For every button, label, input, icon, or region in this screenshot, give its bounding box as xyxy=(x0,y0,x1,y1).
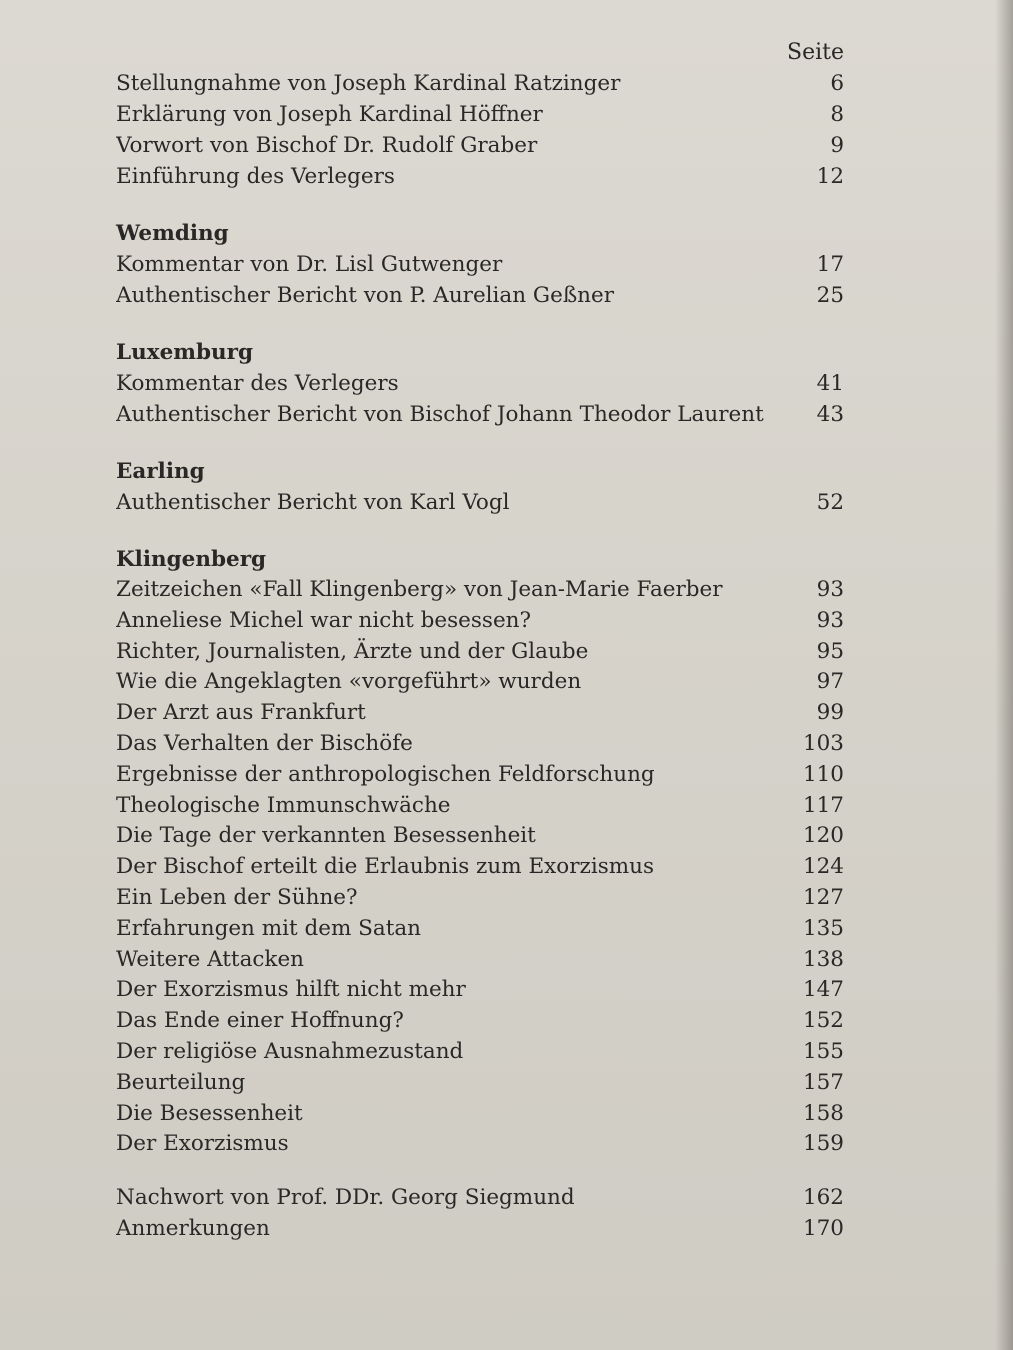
section-spacer xyxy=(116,192,846,218)
table-of-contents xyxy=(116,38,846,1244)
toc-entry xyxy=(116,1129,846,1160)
toc-entry-title: Theologische Immunschwäche xyxy=(116,792,451,818)
toc-entry xyxy=(116,280,846,311)
toc-entry-page: 158 xyxy=(802,1100,844,1126)
section-heading: Klingenberg xyxy=(116,547,267,572)
toc-entry-title: Einführung des Verlegers xyxy=(116,164,395,189)
toc-entry xyxy=(116,1099,846,1130)
section-spacer xyxy=(116,518,846,544)
toc-entry-title: Die Tage der verkannten Besessenheit xyxy=(116,823,536,849)
toc-entry-page: 9 xyxy=(830,133,844,158)
toc-entry xyxy=(116,914,846,945)
toc-entry-page: 152 xyxy=(802,1008,844,1034)
toc-entry xyxy=(116,1068,846,1099)
toc-entry xyxy=(116,791,846,822)
toc-entry-title: Weitere Attacken xyxy=(116,946,305,972)
toc-entry xyxy=(116,667,846,698)
toc-entry-page: 6 xyxy=(830,71,844,96)
toc-entry-page: 124 xyxy=(802,854,844,880)
toc-entry xyxy=(116,68,846,99)
toc-entry-page: 99 xyxy=(816,700,844,726)
toc-entry-title: Erfahrungen mit dem Satan xyxy=(116,915,422,941)
toc-entry-page: 12 xyxy=(816,164,844,189)
toc-entry-title: Erklärung von Joseph Kardinal Höffner xyxy=(116,102,543,127)
toc-entry-page: 127 xyxy=(802,884,844,910)
toc-entry xyxy=(116,821,846,852)
toc-entry xyxy=(116,1037,846,1068)
toc-entry xyxy=(116,575,846,606)
toc-entry-page: 93 xyxy=(816,607,844,633)
toc-entry xyxy=(116,1006,846,1037)
section-earling xyxy=(116,456,846,518)
toc-entry-title: Authentischer Bericht von P. Aurelian Geßner xyxy=(116,283,615,308)
toc-entry xyxy=(116,368,846,399)
toc-entry-page: 52 xyxy=(816,490,844,515)
toc-entry-page: 8 xyxy=(830,102,844,127)
toc-entry-title: Authentischer Bericht von Karl Vogl xyxy=(116,490,510,515)
toc-entry-title: Anneliese Michel war nicht besessen? xyxy=(116,607,532,633)
toc-entry-title: Ergebnisse der anthropologischen Feldforschung xyxy=(116,761,655,787)
toc-entry xyxy=(116,760,846,791)
toc-entry-title: Wie die Angeklagten «vorgeführt» wurden xyxy=(116,669,582,695)
toc-entry-title: Das Verhalten der Bischöfe xyxy=(116,730,413,756)
toc-entry-title: Der religiöse Ausnahmezustand xyxy=(116,1038,464,1064)
toc-entry-title: Die Besessenheit xyxy=(116,1100,303,1126)
toc-entry-title: Kommentar von Dr. Lisl Gutwenger xyxy=(116,252,503,277)
toc-entry-title: Stellungnahme von Joseph Kardinal Ratzinger xyxy=(116,71,621,96)
toc-entry xyxy=(116,975,846,1006)
toc-entry-title: Das Ende einer Hoffnung? xyxy=(116,1008,404,1034)
toc-entry xyxy=(116,883,846,914)
toc-entry xyxy=(116,1182,846,1213)
toc-entry-page: 17 xyxy=(816,252,844,277)
toc-entry-page: 159 xyxy=(802,1131,844,1157)
intro-list xyxy=(116,68,846,192)
toc-entry-page: 43 xyxy=(816,402,844,427)
section-spacer xyxy=(116,430,846,456)
toc-entry-page: 93 xyxy=(816,577,844,602)
toc-entry-title: Nachwort von Prof. DDr. Georg Siegmund xyxy=(116,1185,575,1211)
section-luxemburg xyxy=(116,337,846,430)
toc-entry xyxy=(116,399,846,430)
toc-entry-page: 103 xyxy=(802,730,844,756)
toc-entry xyxy=(116,1213,846,1244)
section-klingenberg xyxy=(116,544,846,1160)
toc-entry-title: Richter, Journalisten, Ärzte und der Glaube xyxy=(116,638,589,664)
closing-list xyxy=(116,1182,846,1244)
toc-entry-page: 97 xyxy=(816,669,844,695)
toc-entry-page: 25 xyxy=(816,283,844,308)
page-edge-shadow xyxy=(995,0,1013,1350)
toc-entry xyxy=(116,945,846,976)
toc-entry xyxy=(116,130,846,161)
section-wemding xyxy=(116,218,846,311)
toc-entry-page: 162 xyxy=(802,1185,844,1211)
toc-entry-title: Der Exorzismus hilft nicht mehr xyxy=(116,977,466,1003)
toc-entry-page: 138 xyxy=(802,946,844,972)
toc-entry-page: 135 xyxy=(802,915,844,941)
toc-entry-page: 120 xyxy=(802,823,844,849)
section-heading: Luxemburg xyxy=(116,340,254,365)
toc-entry-page: 110 xyxy=(802,761,844,787)
toc-entry-title: Authentischer Bericht von Bischof Johann Theodor Laurent xyxy=(116,402,764,427)
section-heading: Earling xyxy=(116,459,205,484)
toc-entry-page: 117 xyxy=(802,792,844,818)
toc-entry xyxy=(116,99,846,130)
toc-entry-title: Anmerkungen xyxy=(116,1216,270,1242)
toc-entry xyxy=(116,487,846,518)
toc-entry-title: Der Exorzismus xyxy=(116,1131,289,1157)
section-spacer xyxy=(116,311,846,337)
toc-entry-page: 170 xyxy=(802,1216,844,1242)
toc-entry-page: 41 xyxy=(816,371,844,396)
toc-entry xyxy=(116,637,846,668)
toc-entry-title: Vorwort von Bischof Dr. Rudolf Graber xyxy=(116,133,538,158)
toc-entry-title: Zeitzeichen «Fall Klingenberg» von Jean-Marie Faerber xyxy=(116,577,723,602)
section-heading: Wemding xyxy=(116,221,229,246)
toc-entry xyxy=(116,698,846,729)
toc-entry xyxy=(116,606,846,637)
toc-entry-title: Ein Leben der Sühne? xyxy=(116,884,358,910)
toc-entry-page: 95 xyxy=(816,638,844,664)
toc-entry xyxy=(116,852,846,883)
toc-entry-title: Der Arzt aus Frankfurt xyxy=(116,700,366,726)
page-column-header: Seite xyxy=(787,40,844,65)
toc-entry xyxy=(116,161,846,192)
toc-entry-title: Der Bischof erteilt die Erlaubnis zum Exorzismus xyxy=(116,854,655,880)
toc-entry xyxy=(116,729,846,760)
toc-entry-page: 147 xyxy=(802,977,844,1003)
toc-entry-page: 155 xyxy=(802,1038,844,1064)
toc-entry xyxy=(116,249,846,280)
toc-entry-page: 157 xyxy=(802,1069,844,1095)
section-spacer xyxy=(116,1160,846,1182)
toc-entry-title: Kommentar des Verlegers xyxy=(116,371,399,396)
toc-entry-title: Beurteilung xyxy=(116,1069,246,1095)
